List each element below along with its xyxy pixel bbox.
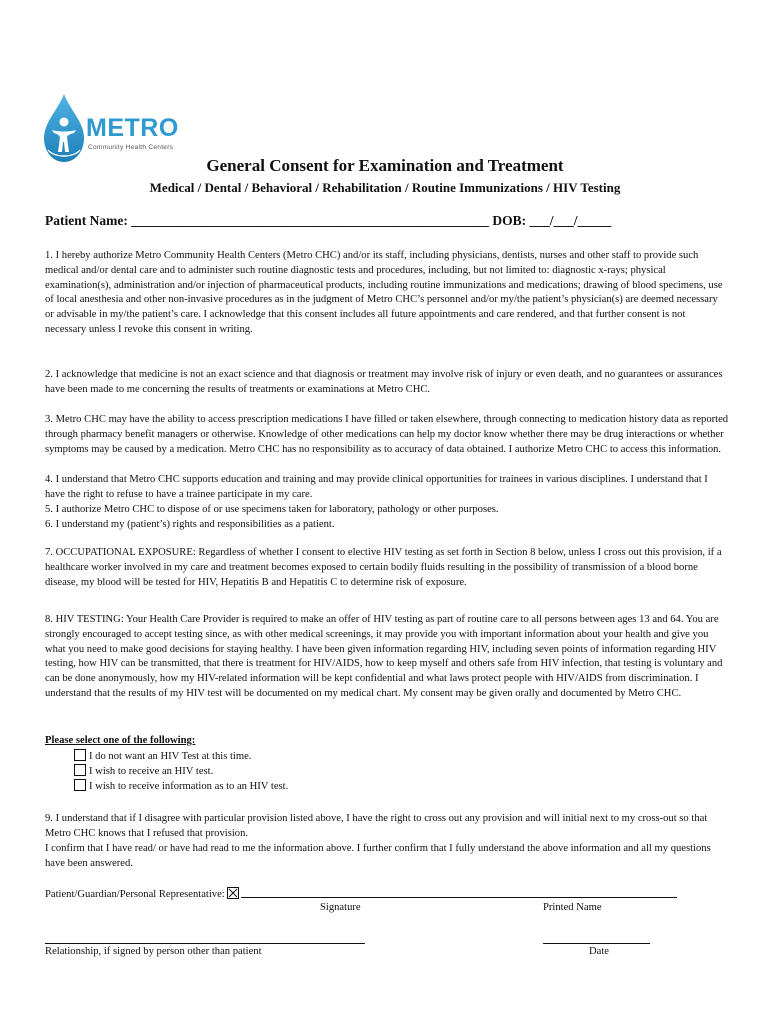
paragraph-5-text: 5. I authorize Metro CHC to dispose of or use specimens taken for laboratory, pathology or other purposes. [45, 504, 499, 515]
metro-logo [40, 92, 200, 166]
paragraph-1-text: 1. I hereby authorize Metro Community Health Centers (Metro CHC) and/or its staff, including physicians, dentists, nurses and other staff to provide such medical and/or dental care and to administer such routine diagnostic tests and procedures, including, but not limited to: diagnostic x-rays; physical examination(s), administration and/or injection of pharmaceutical products, including routine immunizations and medications; drawing of blood specimens, use of local anesthesia and other non-invasive procedures as in the judgment of Metro CHC’s personnel and/or my/the patient’s physician(s) are deemed necessary or advisable in my/the patient’s care. I acknowledge that this consent includes all future appointments and care rendered, and that further consent is not necessary unless I revoke this consent in writing. [45, 250, 723, 335]
date-caption: Date [589, 946, 609, 957]
hiv-option-decline[interactable] [74, 749, 251, 764]
form-title: General Consent for Examination and Treatment [206, 156, 564, 175]
logo-subtitle: Community Health Centers [88, 144, 174, 151]
form-subtitle: Medical / Dental / Behavioral / Rehabilitation / Routine Immunizations / HIV Testing [149, 180, 621, 195]
paragraph-6 [45, 518, 729, 533]
paragraph-6-text: 6. I understand my (patient’s) rights and responsibilities as a patient. [45, 519, 335, 530]
paragraph-3-text: 3. Metro CHC may have the ability to access prescription medications I have filled or taken elsewhere, through connecting to medication history data as reported through pharmacy benefit managers or otherwise. Knowledge of other medications can help my doctor know whether there may be drug interactions or whether symptoms may be caused by a medication. Metro CHC has no responsibility as to accuracy of data obtained. I authorize Metro CHC to access this information. [45, 414, 729, 455]
checkbox-hiv-information[interactable] [74, 779, 86, 791]
option-label: I wish to receive information as to an HIV test. [89, 781, 289, 792]
paragraph-2-text: 2. I acknowledge that medicine is not an exact science and that diagnosis or treatment may involve risk of injury or even death, and no guarantees or assurances have been made to me concerning the results of treatments or examinations at Metro CHC. [45, 369, 723, 395]
paragraph-4 [45, 473, 729, 503]
signature-x-icon [227, 887, 239, 899]
hiv-option-information[interactable] [74, 779, 288, 794]
paragraph-8 [45, 613, 729, 702]
checkbox-decline-hiv-test[interactable] [74, 749, 86, 761]
water-drop-person-icon [40, 92, 88, 166]
relationship-caption: Relationship, if signed by person other than patient [45, 946, 262, 957]
signature-row [45, 886, 677, 900]
paragraph-2 [45, 368, 729, 398]
hiv-option-accept[interactable] [74, 764, 213, 779]
paragraph-8-text: 8. HIV TESTING: Your Health Care Provider is required to make an offer of HIV testing as part of routine care to all persons between ages 13 and 64. You are strongly encouraged to accept testing since, as with other medical screenings, it may provide you with important information about your health and give you what you need to make good decisions for staying healthy. I have been given information regarding HIV, including seven points of information regarding HIV testing, how HIV can be transmitted, that there is treatment for HIV/AIDS, how to keep myself and others safe from HIV infection, that testing is voluntary and can be done anonymously, how my HIV-related information will be kept confidential and what laws protect people with HIV/AIDS from discrimination. I understand that the results of my HIV test will be documented on my medical chart. My consent may be given orally and documented by Metro CHC. [45, 614, 723, 699]
paragraph-9 [45, 812, 729, 842]
paragraph-1 [45, 249, 729, 338]
paragraph-9-text: 9. I understand that if I disagree with particular provision listed above, I have the right to cross out any provision and will initial next to my cross-out so that Metro CHC knows that I refused that provision. [45, 813, 708, 839]
printed-name-caption: Printed Name [543, 902, 602, 913]
paragraph-7-text: 7. OCCUPATIONAL EXPOSURE: Regardless of whether I consent to elective HIV testing as set forth in Section 8 below, unless I cross out this provision, if a healthcare worker involved in my care and treatment becomes exposed to certain bodily fluids resulting in the possibility of transmission of a blood borne disease, my blood will be tested for HIV, Hepatitis B and Hepatitis C to determine risk of exposure. [45, 547, 722, 588]
paragraph-4-text: 4. I understand that Metro CHC supports education and training and may provide clinical opportunities for trainees in various disciplines. I understand that I have the right to refuse to have a trainee participate in my care. [45, 474, 708, 500]
date-field[interactable] [543, 943, 650, 944]
confirmation-text: I confirm that I have read/ or have had read to me the information above. I further confirm that I fully understand the above information and all my questions have been answered. [45, 843, 711, 869]
relationship-field[interactable] [45, 943, 365, 944]
signature-caption: Signature [320, 902, 361, 913]
signature-field[interactable] [241, 886, 677, 898]
paragraph-3 [45, 413, 729, 457]
paragraph-5 [45, 503, 729, 518]
representative-label: Patient/Guardian/Personal Representative: [45, 889, 225, 900]
option-label: I wish to receive an HIV test. [89, 766, 214, 777]
paragraph-7 [45, 546, 729, 590]
hiv-selection-heading: Please select one of the following: [45, 735, 196, 746]
option-label: I do not want an HIV Test at this time. [89, 751, 252, 762]
logo-wordmark: METRO [86, 114, 179, 142]
checkbox-accept-hiv-test[interactable] [74, 764, 86, 776]
paragraph-confirmation [45, 842, 729, 872]
patient-name-dob-line[interactable]: Patient Name: _____________________________________________________ DOB: ___/___/_____ [45, 213, 612, 228]
